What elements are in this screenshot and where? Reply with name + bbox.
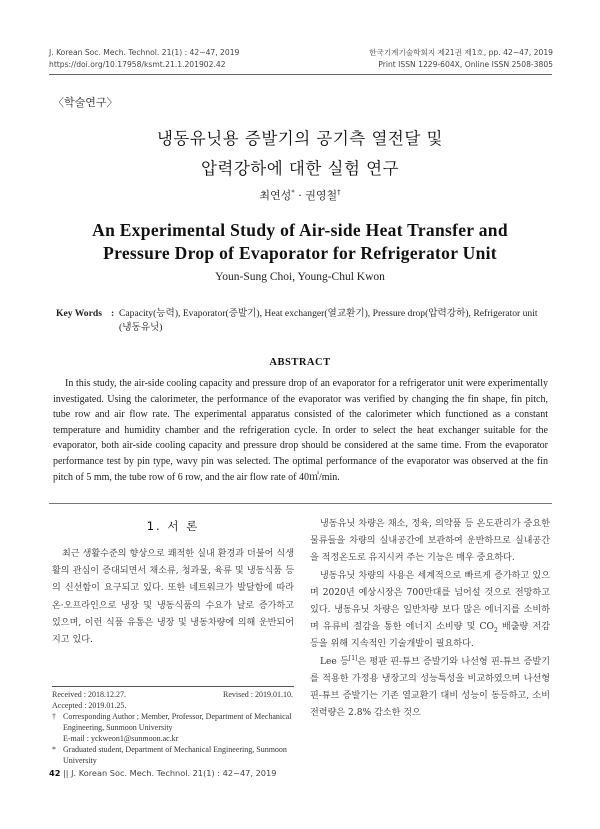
body-column-right [310,516,550,722]
header-journal-en: J. Korean Soc. Mech. Technol. 21(1) : 42~47, 2019 [49,48,240,57]
title-english [0,219,600,265]
footer-separator: || [60,768,72,778]
keywords-text: Capacity(능력), Evaporator(증발기), Heat exchanger(열교환기), Pressure drop(압력강하), Refrigerator unit (냉동유닛) [119,308,538,333]
keywords-label: Key Words [56,308,102,319]
title-english-line1: An Experimental Study of Air-side Heat Transfer and [92,220,508,240]
section-heading-introduction: 1. 서 론 [146,519,200,533]
abstract-title: ABSTRACT [269,357,331,368]
title-korean-line2: 압력강하에 대한 실험 연구 [200,159,400,178]
page-footer [49,768,276,778]
author-1-mark: * [291,188,295,197]
email-line: E-mail : yckweon1@sunmoon.ac.kr [63,734,179,743]
header-divider [49,74,552,75]
page-number: 42 [49,768,61,778]
corresponding-author-note: † Corresponding Author ; Member, Professor, Department of Mechanical Engineering, Sunmoon University E-mail : yckweon1@sunmoon.ac.kr [52,711,297,744]
header-left [49,47,239,71]
asterisk-mark: * [52,745,56,754]
body-column-left [52,546,294,649]
body-paragraph: 냉동유닛 차량은 채소, 정육, 의약품 등 온도관리가 중요한 물류들을 차량의 실내공간에 보관하여 운반하므로 실내공간을 적정온도로 유지시켜 주는 기능은 매우 중요하다. [310,519,550,564]
revised-date: Revised : 2019.01.10. [223,690,293,699]
abstract-body: In this study, the air-side cooling capacity and pressure drop of an evaporator for a refrigerator unit were experimentally investigated. Using the calorimeter, the performance of the evaporator was verified by changing the fin shape, fin pitch, tube row and air flow rate. The experimental apparatus consisted of the calorimeter which functioned as a constant temperature and humidity chamber and the refrigeration cycle. In order to select the heat exchanger suitable for the evaporator, both air-side cooling capacity and pressure drop should be considered at the same time. From the evaporator performance test by pin type, wavy pin was selected. The optimal performance of the evaporator was observed at the fin pitch of 5 mm, the tube row of 6 row, and the air flow rate of 40㎥/min. [53,378,548,483]
author-separator: · [294,189,306,202]
author-2-mark: † [337,188,341,197]
body-paragraph: 최근 생활수준의 향상으로 쾌적한 실내 환경과 더불어 식생활의 관심이 증대되면서 채소류, 청과물, 육류 및 냉동식품 등의 신선함이 요구되고 있다. 또한 네트워크가 발달함에 따라 온·오프라인으로 냉장 및 냉동식품의 수요가 날로 증가하고 있으며, 이런 식품 유통은 냉장 및 냉동차량에 의해 운반되어지고 있다. [52,549,294,646]
dagger-mark: † [52,712,56,721]
citation-ref[interactable]: [1] [348,654,358,662]
article-type: 〈학술연구〉 [53,96,118,109]
title-korean-line1: 냉동유닛용 증발기의 공기측 열전달 및 [156,129,443,148]
footnote-divider [52,686,294,687]
author-1: 최연성 [259,189,292,202]
footnote-dates [52,689,297,700]
received-date: Received : 2018.12.27. [52,690,126,699]
header-right [369,47,553,71]
author-2: 권영철 [305,189,338,202]
keywords [56,307,546,335]
accepted-date: Accepted : 2019.01.25. [52,701,127,710]
header-issn: Print ISSN 1229-604X, Online ISSN 2508-3805 [378,60,553,69]
abstract-divider [49,503,552,504]
body-paragraph: 냉동유닛 차량의 사용은 세계적으로 빠르게 증가하고 있으며 2020년 예상시장은 700만대를 넘어설 것으로 전망하고 있다. 냉동유닛 차량은 일반차량 보다 많은 에너지를 소비하며 유류비 절감을 통한 에너지 소비량 및 $CO_2$ 배출량 저감 등을 위해 지속적인 기술개발이 필요하다. [310,570,550,650]
title-english-line2: Pressure Drop of Evaporator for Refrigerator Unit [103,243,497,263]
title-korean [0,124,600,184]
authors-korean [0,187,600,203]
footer-journal: J. Korean Soc. Mech. Technol. 21(1) : 42~47, 2019 [71,768,277,778]
graduate-note: * Graduated student, Department of Mechanical Engineering, Sunmoon University [52,745,287,765]
header-doi: https://doi.org/10.17958/ksmt.21.1.201902.42 [49,60,226,69]
header-journal-kr: 한국기계기술학회지 제21권 제1호, pp. 42~47, 2019 [369,48,553,57]
footnotes [52,689,297,766]
authors-english: Youn-Sung Choi, Young-Chul Kwon [215,271,385,283]
body-paragraph: Lee 등[1]은 평판 핀-튜브 증발기와 나선형 핀-튜브 증발기를 적용한 가정용 냉장고의 성능특성을 비교하였으며 나선형 핀-튜브 증발기는 기존 열교환기 대비 성능이 동등하고, 소비전력량은 2.8% 감소한 것으 [310,654,550,719]
keywords-colon: : [111,308,115,319]
